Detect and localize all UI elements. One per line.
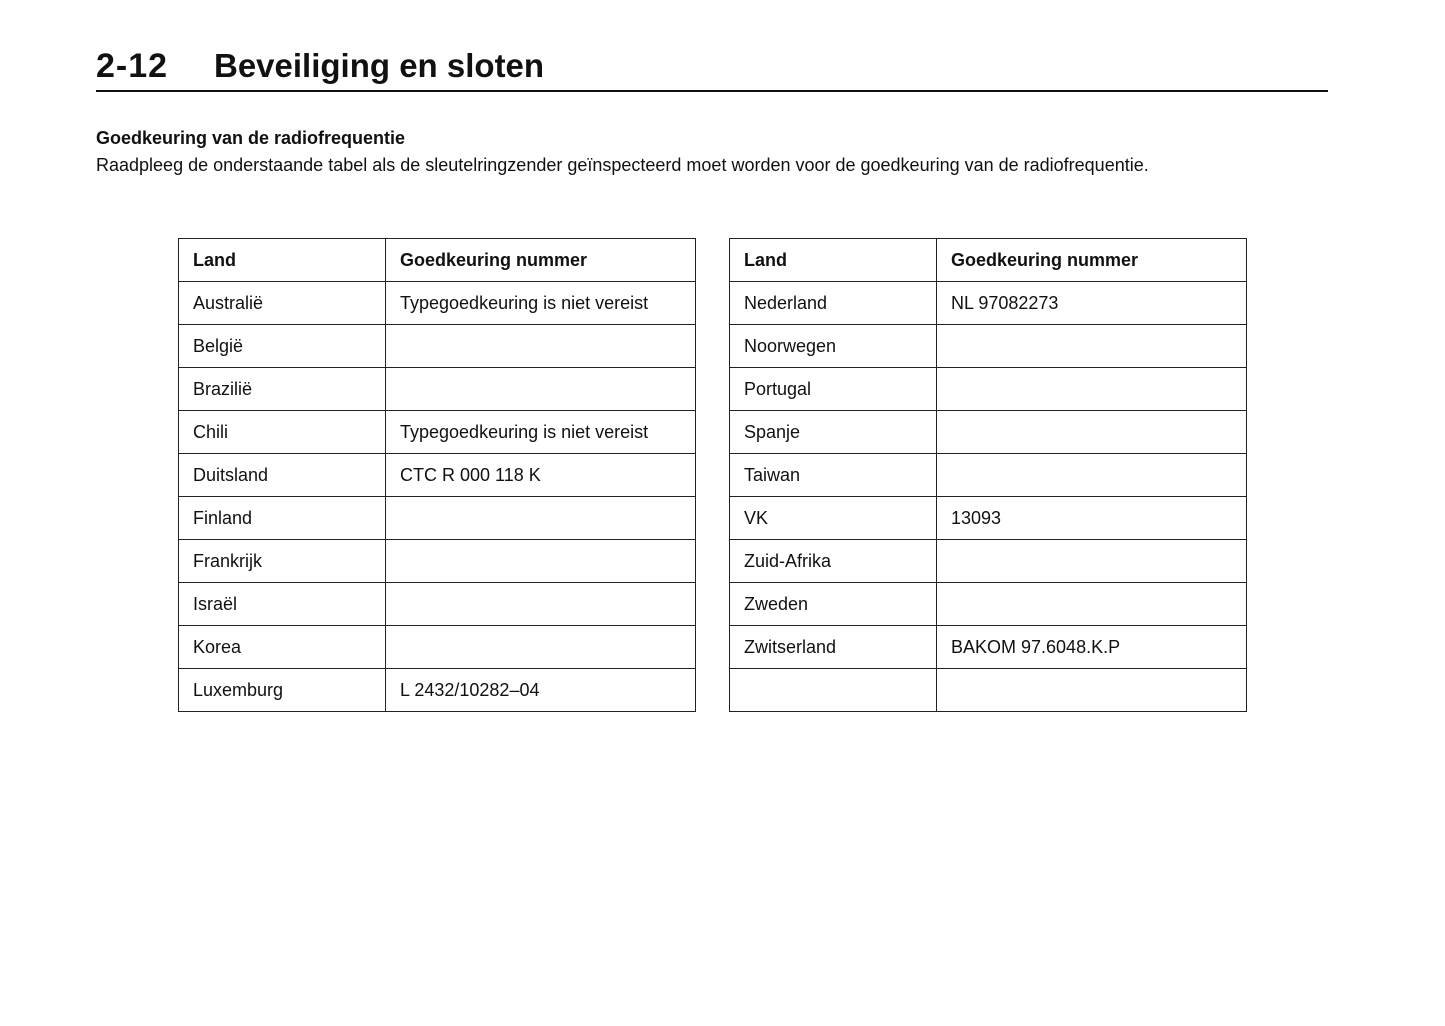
table-row [179, 626, 696, 669]
section-radio-approval [96, 126, 1336, 178]
cell-country: Zweden [730, 583, 937, 626]
cell-approval-number [937, 325, 1247, 368]
column-header-approval-number: Goedkeuring nummer [937, 239, 1247, 282]
approval-table-left [178, 238, 696, 712]
table-row [179, 368, 696, 411]
cell-country: Zwitserland [730, 626, 937, 669]
page-number: 2-12 [96, 47, 169, 85]
table-row [179, 454, 696, 497]
table-row [179, 497, 696, 540]
cell-country: Spanje [730, 411, 937, 454]
cell-approval-number [386, 325, 696, 368]
table-row [730, 411, 1247, 454]
cell-country: Chili [179, 411, 386, 454]
cell-approval-number [386, 368, 696, 411]
page-header [96, 40, 1328, 92]
table-header-row [730, 239, 1247, 282]
column-header-approval-number: Goedkeuring nummer [386, 239, 696, 282]
cell-approval-number [386, 540, 696, 583]
cell-country: VK [730, 497, 937, 540]
cell-country: Brazilië [179, 368, 386, 411]
cell-approval-number [937, 583, 1247, 626]
cell-approval-number [937, 669, 1247, 712]
cell-approval-number [937, 411, 1247, 454]
cell-country: Korea [179, 626, 386, 669]
table-row [179, 669, 696, 712]
table-row [730, 669, 1247, 712]
cell-approval-number: CTC R 000 118 K [386, 454, 696, 497]
cell-country: Taiwan [730, 454, 937, 497]
cell-country: Australië [179, 282, 386, 325]
cell-country: Duitsland [179, 454, 386, 497]
table-row [730, 325, 1247, 368]
table-header-row [179, 239, 696, 282]
section-heading: Goedkeuring van de radiofrequentie [96, 128, 406, 148]
cell-country: Luxemburg [179, 669, 386, 712]
cell-country: Portugal [730, 368, 937, 411]
cell-approval-number [937, 368, 1247, 411]
table-row [730, 454, 1247, 497]
table-row [730, 583, 1247, 626]
table-row [179, 540, 696, 583]
table-row [179, 411, 696, 454]
table-row [730, 497, 1247, 540]
cell-approval-number [386, 583, 696, 626]
cell-approval-number: NL 97082273 [937, 282, 1247, 325]
column-header-land: Land [179, 239, 386, 282]
cell-approval-number: 13093 [937, 497, 1247, 540]
cell-approval-number: Typegoedkeuring is niet vereist [386, 282, 696, 325]
cell-approval-number [386, 497, 696, 540]
cell-country: Israël [179, 583, 386, 626]
section-body: Raadpleeg de onderstaande tabel als de sleutelringzender geïnspecteerd moet worden voor de goedkeuring van de radiofrequentie. [96, 155, 1149, 175]
table-row [730, 368, 1247, 411]
page-title: Beveiliging en sloten [214, 47, 545, 84]
cell-approval-number: Typegoedkeuring is niet vereist [386, 411, 696, 454]
table-row [179, 325, 696, 368]
cell-approval-number [937, 540, 1247, 583]
cell-approval-number: L 2432/10282–04 [386, 669, 696, 712]
cell-country: Nederland [730, 282, 937, 325]
table-row [730, 626, 1247, 669]
cell-approval-number: BAKOM 97.6048.K.P [937, 626, 1247, 669]
table-row [179, 282, 696, 325]
table-row [730, 540, 1247, 583]
table-row [730, 282, 1247, 325]
table-body [730, 282, 1247, 712]
table-body [179, 282, 696, 712]
cell-country: Finland [179, 497, 386, 540]
cell-country [730, 669, 937, 712]
cell-country: Zuid-Afrika [730, 540, 937, 583]
cell-approval-number [937, 454, 1247, 497]
column-header-land: Land [730, 239, 937, 282]
cell-country: Frankrijk [179, 540, 386, 583]
table-row [179, 583, 696, 626]
cell-country: België [179, 325, 386, 368]
approval-table-right [729, 238, 1247, 712]
cell-approval-number [386, 626, 696, 669]
cell-country: Noorwegen [730, 325, 937, 368]
